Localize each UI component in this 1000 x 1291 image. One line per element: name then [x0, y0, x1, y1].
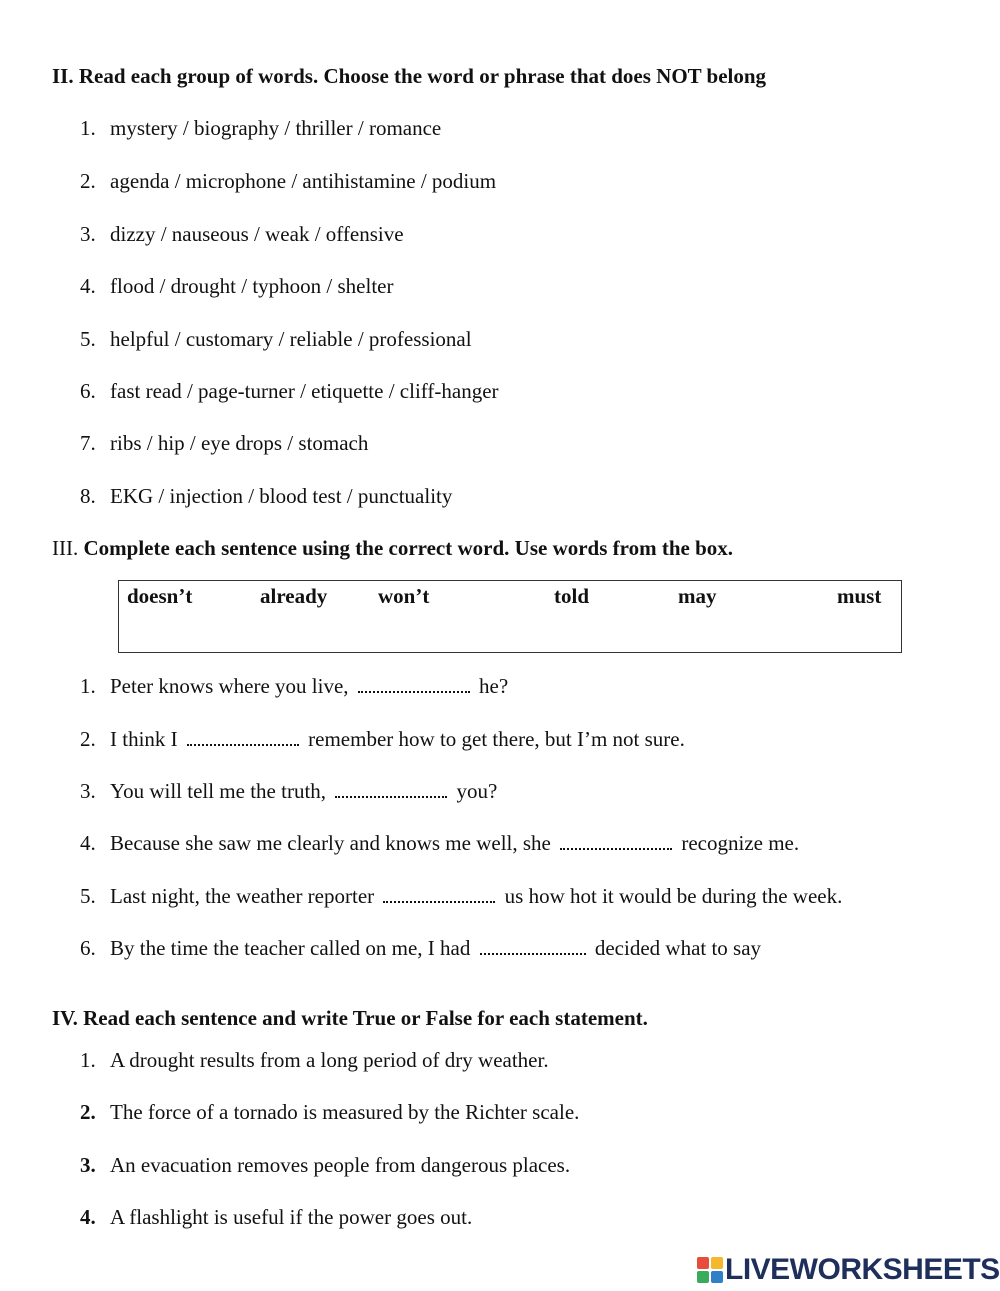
- s3-item-5: 5. Last night, the weather reporter us how hot it would be during the week.: [80, 884, 843, 908]
- s2-item-4: 4. flood / drought / typhoon / shelter: [80, 274, 394, 298]
- s2-item-3: 3. dizzy / nauseous / weak / offensive: [80, 222, 404, 246]
- logo-text: LIVEWORKSHEETS: [725, 1253, 1000, 1286]
- answer-blank[interactable]: [187, 730, 299, 746]
- answer-blank[interactable]: [560, 834, 672, 850]
- s3-item-3: 3. You will tell me the truth, you?: [80, 779, 498, 803]
- s2-item-7: 7. ribs / hip / eye drops / stomach: [80, 431, 369, 455]
- logo-mark-icon: [697, 1257, 723, 1283]
- s3-item-6: 6. By the time the teacher called on me, I had decided what to say: [80, 936, 762, 960]
- section-2-title: II. Read each group of words. Choose the word or phrase that does NOT belong: [52, 64, 767, 88]
- word-box: [118, 580, 902, 653]
- box-word-doesnt: doesn’t: [127, 584, 193, 608]
- s4-item-3: 3. An evacuation removes people from dangerous places.: [80, 1153, 571, 1177]
- s2-item-5: 5. helpful / customary / reliable / professional: [80, 327, 472, 351]
- s2-item-6: 6. fast read / page-turner / etiquette / cliff-hanger: [80, 379, 499, 403]
- answer-blank[interactable]: [383, 887, 495, 903]
- box-word-told: told: [554, 584, 590, 608]
- box-word-may: may: [678, 584, 717, 608]
- s4-item-1: 1. A drought results from a long period of dry weather.: [80, 1048, 549, 1072]
- s4-item-4: 4. A flashlight is useful if the power goes out.: [80, 1205, 473, 1229]
- section-3-title: III. Complete each sentence using the correct word. Use words from the box.: [52, 536, 734, 560]
- section-4-title: IV. Read each sentence and write True or False for each statement.: [52, 1006, 648, 1030]
- s2-item-8: 8. EKG / injection / blood test / punctuality: [80, 484, 453, 508]
- answer-blank[interactable]: [358, 677, 470, 693]
- s2-item-2: 2. agenda / microphone / antihistamine / podium: [80, 169, 497, 193]
- box-word-wont: won’t: [378, 584, 430, 608]
- box-word-already: already: [260, 584, 328, 608]
- s3-item-1: 1. Peter knows where you live, he?: [80, 674, 509, 698]
- s3-item-4: 4. Because she saw me clearly and knows me well, she recognize me.: [80, 831, 800, 855]
- s4-item-2: 2. The force of a tornado is measured by the Richter scale.: [80, 1100, 580, 1124]
- box-word-must: must: [837, 584, 882, 608]
- liveworksheets-logo: [697, 1253, 1000, 1287]
- answer-blank[interactable]: [335, 782, 447, 798]
- s2-item-1: 1. mystery / biography / thriller / romance: [80, 116, 442, 140]
- s3-item-2: 2. I think I remember how to get there, but I’m not sure.: [80, 727, 685, 751]
- answer-blank[interactable]: [480, 939, 586, 955]
